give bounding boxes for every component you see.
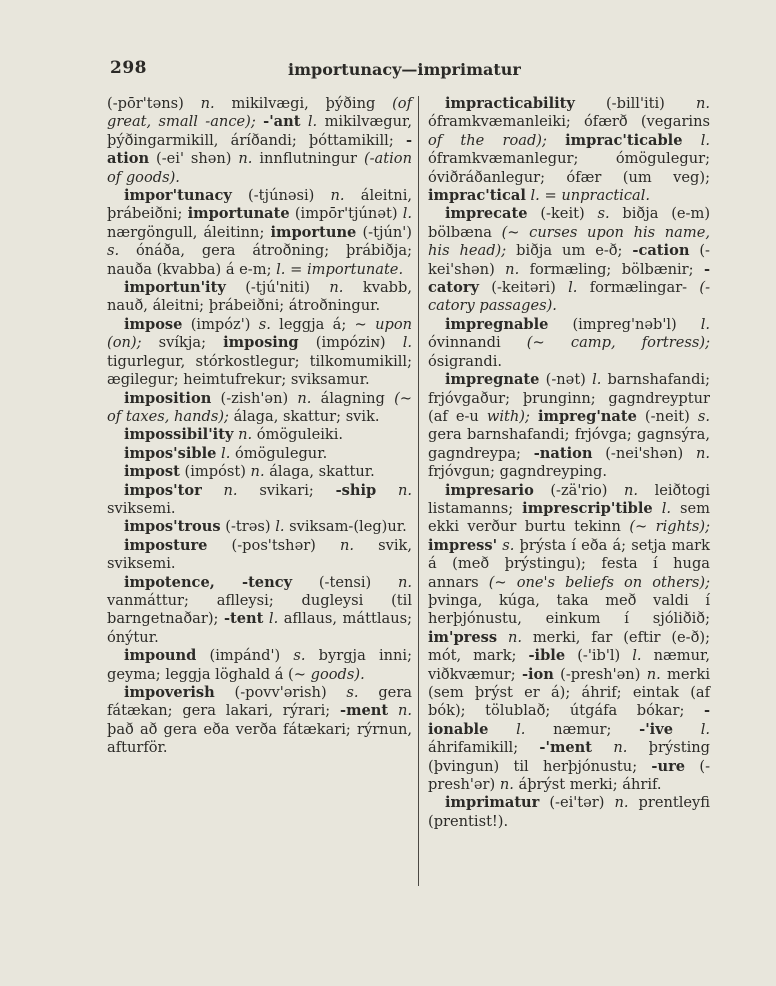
definition-text: (-keit) <box>527 205 598 223</box>
definition-text: sviksemi. <box>107 499 176 517</box>
definition-text: byrgja inni; geyma; leggja löghald á (~ <box>107 647 412 683</box>
headword: imprac'ticable <box>565 131 683 149</box>
headword: importune <box>270 223 357 241</box>
definition-text <box>673 721 701 738</box>
italic-text: l. <box>661 499 672 517</box>
italic-text: importunate. <box>306 260 404 278</box>
italic-text: l. <box>568 279 578 297</box>
definition-text: (-'ib'l) <box>565 647 633 665</box>
definition-text: (-tjúnəsi) <box>231 187 331 205</box>
italic-text: n. <box>200 95 215 112</box>
definition-text: svik, sviksemi. <box>107 536 412 573</box>
italic-text: n. <box>250 463 265 481</box>
definition-text: (impōr'tjúnət) <box>289 205 403 223</box>
definition-text: leiðtogi listamanns; <box>428 481 710 517</box>
definition-text <box>202 482 224 499</box>
italic-text: n. <box>397 702 412 720</box>
italic-text: of the road); <box>428 131 547 149</box>
headword: impress' <box>428 536 498 554</box>
italic-text: n. <box>624 481 639 499</box>
italic-text: (-ation of goods). <box>107 150 412 186</box>
italic-text: l. <box>402 205 413 223</box>
definition-text: (impóz') <box>182 315 259 333</box>
definition-text: (impóst) <box>179 463 251 481</box>
headword: -catory <box>428 260 710 297</box>
definition-text: vanmáttur; aflleysi; dugleysi (til barngetnaðar); <box>107 591 412 628</box>
headword: impose <box>124 315 183 333</box>
headword: imprecate <box>445 205 528 223</box>
definition-text: þvinga, kúga, taka með valdi í herþjónustu, einkum í sjóliðið; <box>428 591 710 628</box>
definition-text: óframkvæmanlegur; ómögulegur; óviðráðanlegur; ófær (um veg); <box>428 150 710 186</box>
italic-text: l. <box>530 187 540 205</box>
definition-text <box>683 132 701 149</box>
definition-text: (-tjún') <box>356 223 412 241</box>
italic-text: s. <box>502 536 515 554</box>
definition-text: ómögulegur. <box>230 444 328 462</box>
dictionary-entry <box>428 316 710 371</box>
definition-text: (impánd') <box>196 647 294 665</box>
italic-text: (~ one's beliefs on others); <box>488 573 710 591</box>
italic-text: l. <box>268 610 279 628</box>
definition-text: formælingar- <box>577 279 700 297</box>
headword: imprescrip'tible <box>522 499 653 517</box>
definition-text: frjóvgun; gagndreyping. <box>428 463 608 481</box>
italic-text: l. <box>700 131 711 149</box>
dictionary-entry <box>107 279 412 316</box>
definition-text: áleitni, þrábeiðni; <box>107 187 412 223</box>
definition-text: (-pōr'təns) <box>107 95 201 112</box>
italic-text: l. <box>632 647 642 665</box>
dictionary-entry <box>107 537 412 574</box>
definition-text <box>547 132 565 149</box>
headword: -ionable <box>428 702 710 738</box>
italic-text: l. <box>700 720 711 738</box>
headword: impound <box>124 647 197 665</box>
headword: impos'sible <box>124 444 217 462</box>
definition-text: næmur, viðkvæmur; <box>428 647 710 683</box>
definition-text: nærgöngull, áleitinn; <box>107 223 271 241</box>
definition-text: óvinnandi <box>428 334 527 352</box>
definition-text: (-trəs) <box>220 518 276 536</box>
headword: importun'ity <box>124 279 226 297</box>
definition-text: gera barnshafandi; frjóvga; gagnsýra, gagndreypa; <box>428 426 710 462</box>
definition-text <box>388 702 398 719</box>
headword: impracticability <box>445 95 575 112</box>
definition-text: afllaus, máttlaus; ónýtur. <box>107 610 413 646</box>
headword: impos'trous <box>124 518 221 536</box>
headword: -ment <box>340 702 389 720</box>
definition-text: mikilvægur, þýðingarmikill, áríðandi; þóttamikill; <box>107 113 412 149</box>
definition-text: (-ei' shən) <box>149 150 239 168</box>
dictionary-entry <box>428 205 710 315</box>
definition-text: ósigrandi. <box>428 352 503 370</box>
italic-text: l. <box>275 518 285 536</box>
italic-text: (~ camp, fortress); <box>526 334 711 352</box>
definition-text: gera fátækan; gera lakari, rýrari; <box>107 684 412 720</box>
dictionary-entry <box>107 463 412 481</box>
definition-text: (-nei'shən) <box>592 444 696 462</box>
definition-text: (-zish'ən) <box>211 389 298 407</box>
definition-text: áþrýst merki; áhrif. <box>513 776 662 794</box>
dictionary-entry <box>428 794 710 831</box>
italic-text: (of great, small -ance); <box>107 95 412 131</box>
italic-text: s. <box>258 315 271 333</box>
headword: importunate <box>187 205 290 223</box>
definition-text: merki (sem þrýst er á); áhrif; eintak (af bók); tölublað; útgáfa bókar; <box>428 665 710 720</box>
definition-text: (-keitəri) <box>479 279 569 297</box>
definition-text: tigurlegur, stórkostlegur; tilkomumikill; ægilegur; heimtufrekur; sviksamur. <box>107 352 412 389</box>
headword: impregnable <box>445 315 549 333</box>
headword: impost <box>124 463 180 481</box>
italic-text: n. <box>695 95 710 112</box>
italic-text: l. <box>700 315 710 333</box>
italic-text: upon (on); <box>107 315 413 352</box>
headword: impreg'nate <box>537 407 637 425</box>
definition-text: (-pos'tshər) <box>207 536 340 554</box>
italic-text: (~ curses upon his name, his head); <box>428 223 710 260</box>
italic-text: (~ rights); <box>629 518 710 536</box>
definition-text: (-presh'ər) <box>428 757 711 794</box>
headword: -ible <box>528 647 566 665</box>
definition-text <box>376 482 398 499</box>
headword: -ship <box>335 481 377 499</box>
definition-text: = <box>539 187 562 205</box>
italic-text: unpractical. <box>561 187 651 205</box>
dictionary-entry <box>428 95 710 205</box>
definition-text <box>653 500 662 517</box>
italic-text: s. <box>293 647 306 665</box>
headword: imprimatur <box>445 794 540 812</box>
definition-text: þrýsting (þvingun) til herþjónustu; <box>428 739 710 775</box>
dictionary-entry <box>107 684 412 758</box>
italic-text: l. <box>276 260 286 278</box>
definition-text: sviksam-(leg)ur. <box>284 518 407 536</box>
definition-text: (impóziɴ) <box>298 334 403 352</box>
definition-text: óframkvæmanleiki; ófærð (vegarins <box>428 113 710 131</box>
dictionary-entry <box>107 445 412 463</box>
definition-text: innflutningur <box>252 150 364 168</box>
italic-text: l. <box>402 334 412 352</box>
italic-text: l. <box>221 444 231 462</box>
italic-text: with); <box>486 407 530 425</box>
dictionary-entry <box>107 95 412 187</box>
definition-text: prentleyfi (prentist!). <box>428 794 711 830</box>
dictionary-entry <box>107 426 412 444</box>
italic-text: (-catory passages). <box>428 279 711 315</box>
definition-text: formæling; bölbænir; <box>519 260 704 278</box>
definition-text: álagning <box>311 389 395 407</box>
definition-text: (-zä'rio) <box>533 481 625 499</box>
definition-text <box>488 721 516 738</box>
definition-text: (-povv'ərish) <box>214 684 347 701</box>
definition-text: (-kei'shən) <box>428 242 710 278</box>
definition-text: merki, far (eftir (e-ð); mót, mark; <box>428 628 710 665</box>
dictionary-entry <box>107 390 412 427</box>
definition-text: (-tjú'niti) <box>225 279 330 297</box>
definition-text: (impreg'nəb'l) <box>548 315 701 333</box>
italic-text: n. <box>297 389 312 407</box>
headword: -'ant <box>263 113 301 131</box>
italic-text: s. <box>346 684 359 701</box>
italic-text: n. <box>614 794 629 812</box>
headword: -ure <box>651 757 686 775</box>
definition-text: mikilvægi, þýðing <box>214 95 393 112</box>
definition-text: svikari; <box>237 481 336 499</box>
definition-text: (-bill'iti) <box>574 95 696 112</box>
headword: -'ment <box>539 739 593 757</box>
definition-text: biðja (e-m) bölbæna <box>428 205 711 241</box>
dictionary-entry <box>107 647 412 684</box>
headword: impor'tunacy <box>124 187 232 205</box>
italic-text: (~ of taxes, hands); <box>107 389 412 425</box>
italic-text: n. <box>330 187 345 205</box>
dictionary-entry <box>107 316 412 390</box>
definition-text: sem ekki verður burtu tekinn <box>428 499 711 536</box>
italic-text: n. <box>339 536 355 554</box>
dictionary-entry <box>428 371 710 481</box>
page-number: 298 <box>110 58 147 78</box>
italic-text: n. <box>507 628 522 646</box>
definition-text: (-nət) <box>539 371 593 389</box>
definition-text: (-neit) <box>636 407 698 425</box>
definition-text: næmur; <box>525 720 640 738</box>
definition-text <box>301 113 308 130</box>
dictionary-entry <box>107 518 412 536</box>
italic-text: n. <box>238 426 253 444</box>
left-column <box>107 95 412 758</box>
italic-text: n. <box>238 150 253 168</box>
headword: imposture <box>124 536 208 554</box>
definition-text: svíkja; <box>141 334 224 352</box>
definition-text: (-tensi) <box>292 573 398 591</box>
definition-text: biðja um e-ð; <box>506 242 633 260</box>
italic-text: s. <box>697 407 711 425</box>
italic-text: l. <box>307 113 318 131</box>
definition-text <box>592 739 613 756</box>
headword: -ion <box>521 665 554 683</box>
italic-text: s. <box>597 205 610 223</box>
definition-text: áhrifamikill; <box>428 739 540 757</box>
italic-text: n. <box>646 665 661 683</box>
headword: impossibil'ity <box>124 426 234 444</box>
italic-text: n. <box>695 444 710 462</box>
italic-text: n. <box>613 739 628 757</box>
column-divider <box>418 96 419 886</box>
italic-text: n. <box>223 481 238 499</box>
definition-text <box>530 408 538 425</box>
headword: impregnate <box>445 371 540 389</box>
italic-text: l. <box>516 720 526 738</box>
headword: imposition <box>124 389 212 407</box>
italic-text: n. <box>329 279 344 297</box>
italic-text: n. <box>499 776 514 794</box>
italic-text: goods). <box>310 665 365 683</box>
definition-text: kvabb, nauð, áleitni; þrábeiðni; átroðningur. <box>107 279 412 315</box>
headword: -ation <box>107 131 412 168</box>
headword: -'ive <box>639 720 673 738</box>
headword: -cation <box>632 242 690 260</box>
definition-text: þrýsta í eða á; setja mark á (með þrýstingu); festa í huga annars <box>428 536 710 591</box>
headword: im'press <box>428 628 498 646</box>
definition-text: álaga, skattur. <box>264 463 375 481</box>
headword: impoverish <box>124 684 215 701</box>
headword: -nation <box>533 444 593 462</box>
definition-text <box>497 629 508 646</box>
italic-text: n. <box>397 481 413 499</box>
running-head: importunacy—imprimatur <box>288 60 521 79</box>
headword: imprac'tical <box>428 187 526 205</box>
definition-text: ómöguleiki. <box>252 426 344 444</box>
italic-text: l. <box>592 371 602 389</box>
definition-text: (-presh'ən) <box>553 665 647 683</box>
definition-text: leggja á; ~ <box>270 315 376 333</box>
definition-text: (-ei'tər) <box>539 794 615 812</box>
definition-text: álaga, skattur; svik. <box>228 407 380 425</box>
headword: impos'tor <box>124 481 202 499</box>
definition-text: ónáða, gera átroðning; þrábiðja; nauða (kvabba) á e-m; <box>107 242 412 278</box>
definition-text: barnshafandi; frjóvgaður; þrunginn; gagndreyptur (af e-u <box>428 371 710 425</box>
headword: -tent <box>223 610 264 628</box>
dictionary-entry <box>428 482 710 795</box>
italic-text: n. <box>505 260 520 278</box>
headword: impresario <box>445 481 534 499</box>
dictionary-entry <box>107 187 412 279</box>
headword: impotence, -tency <box>124 573 293 591</box>
dictionary-entry <box>107 482 412 519</box>
dictionary-entry <box>107 574 412 648</box>
right-column <box>428 95 710 831</box>
definition-text: = <box>285 260 307 278</box>
italic-text: s. <box>107 242 120 260</box>
headword: imposing <box>223 334 299 352</box>
definition-text: það að gera eða verða fátækari; rýrnun, afturför. <box>107 720 412 757</box>
italic-text: n. <box>397 573 413 591</box>
